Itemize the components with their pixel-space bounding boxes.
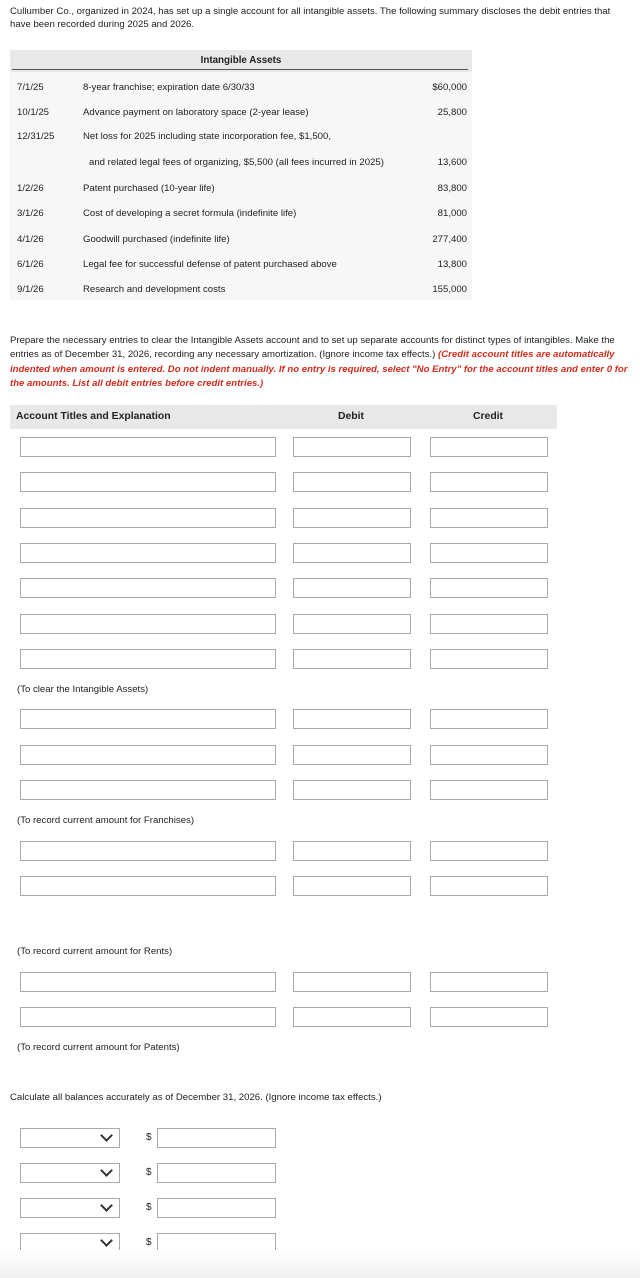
credit-input[interactable]: [430, 780, 548, 800]
debit-input[interactable]: [293, 876, 411, 896]
account-title-input[interactable]: [20, 745, 276, 765]
debit-input[interactable]: [293, 649, 411, 669]
currency-symbol: $: [146, 1132, 152, 1143]
col-header-debit: Debit: [338, 411, 364, 422]
debit-input[interactable]: [293, 1007, 411, 1027]
account-title-input[interactable]: [20, 841, 276, 861]
problem-intro: Cullumber Co., organized in 2024, has set up a single account for all intangible assets. The following summary discloses the debit entries that have been recorded during 2025 and 2026.: [10, 6, 611, 30]
currency-symbol: $: [146, 1167, 152, 1178]
ledger-amount: $60,000: [432, 82, 467, 93]
col-header-credit: Credit: [473, 411, 504, 422]
ledger-amount: 25,800: [437, 107, 467, 118]
col-header-account: Account Titles and Explanation: [16, 411, 171, 422]
debit-input[interactable]: [293, 841, 411, 861]
chevron-down-icon: [100, 1164, 113, 1177]
balance-account-select[interactable]: [20, 1198, 120, 1218]
chevron-down-icon: [100, 1199, 113, 1212]
ledger-amount: 83,800: [437, 183, 467, 194]
credit-input[interactable]: [430, 745, 548, 765]
debit-input[interactable]: [293, 508, 411, 528]
currency-symbol: $: [146, 1202, 152, 1213]
credit-input[interactable]: [430, 649, 548, 669]
ledger-desc: Advance payment on laboratory space (2-year lease): [83, 107, 309, 118]
chevron-down-icon: [100, 1129, 113, 1142]
debit-input[interactable]: [293, 780, 411, 800]
credit-input[interactable]: [430, 578, 548, 598]
currency-symbol: $: [146, 1237, 152, 1248]
account-title-input[interactable]: [20, 649, 276, 669]
ledger-date: 10/1/25: [17, 107, 50, 118]
ledger-date: 1/2/26: [17, 183, 44, 194]
ledger-desc: Goodwill purchased (indefinite life): [83, 234, 230, 245]
ledger-amount: 277,400: [432, 234, 467, 245]
ledger-desc: Net loss for 2025 including state incorporation fee, $1,500,: [83, 131, 331, 142]
ledger-desc: 8-year franchise; expiration date 6/30/33: [83, 82, 255, 93]
bottom-fade: [0, 1250, 640, 1278]
ledger-amount: 13,800: [437, 259, 467, 270]
account-title-input[interactable]: [20, 543, 276, 563]
debit-input[interactable]: [293, 972, 411, 992]
ledger-amount: 81,000: [437, 208, 467, 219]
credit-input[interactable]: [430, 1007, 548, 1027]
balance-account-select[interactable]: [20, 1163, 120, 1183]
account-title-input[interactable]: [20, 437, 276, 457]
ledger-rule: [12, 69, 468, 70]
ledger-amount: 13,600: [437, 157, 467, 168]
entry-note-rents: (To record current amount for Rents): [17, 946, 173, 957]
balance-amount-input[interactable]: [157, 1163, 276, 1183]
account-title-input[interactable]: [20, 614, 276, 634]
ledger-desc: Legal fee for successful defense of patent purchased above: [83, 259, 337, 270]
chevron-down-icon: [100, 1234, 113, 1247]
account-title-input[interactable]: [20, 1007, 276, 1027]
ledger-desc: Cost of developing a secret formula (indefinite life): [83, 208, 297, 219]
account-title-input[interactable]: [20, 876, 276, 896]
credit-input[interactable]: [430, 614, 548, 634]
entry-note-patents: (To record current amount for Patents): [17, 1042, 180, 1053]
credit-input[interactable]: [430, 841, 548, 861]
debit-input[interactable]: [293, 745, 411, 765]
balance-amount-input[interactable]: [157, 1128, 276, 1148]
account-title-input[interactable]: [20, 709, 276, 729]
entry-note-clear: (To clear the Intangible Assets): [17, 684, 149, 695]
credit-input[interactable]: [430, 508, 548, 528]
ledger-desc: Patent purchased (10-year life): [83, 183, 215, 194]
ledger-desc: and related legal fees of organizing, $5,500 (all fees incurred in 2025): [89, 157, 384, 168]
instructions-warning: (Credit account titles are automatically indented when amount is entered. Do not indent manually. If no entry is required, select "No Entry" for the account titles and enter 0 for the amounts. List all debit entries before credit entries.): [10, 349, 628, 390]
credit-input[interactable]: [430, 437, 548, 457]
account-title-input[interactable]: [20, 780, 276, 800]
ledger-date: 3/1/26: [17, 208, 44, 219]
account-title-input[interactable]: [20, 578, 276, 598]
ledger-date: 7/1/25: [17, 82, 44, 93]
account-title-input[interactable]: [20, 508, 276, 528]
debit-input[interactable]: [293, 472, 411, 492]
debit-input[interactable]: [293, 437, 411, 457]
entry-note-franchises: (To record current amount for Franchises): [17, 815, 195, 826]
debit-input[interactable]: [293, 543, 411, 563]
credit-input[interactable]: [430, 543, 548, 563]
account-title-input[interactable]: [20, 472, 276, 492]
debit-input[interactable]: [293, 578, 411, 598]
credit-input[interactable]: [430, 472, 548, 492]
balance-account-select[interactable]: [20, 1128, 120, 1148]
credit-input[interactable]: [430, 972, 548, 992]
ledger-date: 12/31/25: [17, 131, 55, 142]
instructions-text: Prepare the necessary entries to clear the Intangible Assets account and to set up separate accounts for distinct types of intangibles. Make the entries as of December 31, 2026, recording any necessary amortization. (Ignore income tax effects.): [10, 335, 615, 361]
debit-input[interactable]: [293, 709, 411, 729]
ledger-date: 9/1/26: [17, 284, 44, 295]
balances-instruction: Calculate all balances accurately as of December 31, 2026. (Ignore income tax effects.): [10, 1092, 382, 1103]
credit-input[interactable]: [430, 876, 548, 896]
debit-input[interactable]: [293, 614, 411, 634]
balance-amount-input[interactable]: [157, 1198, 276, 1218]
ledger-desc: Research and development costs: [83, 284, 226, 295]
credit-input[interactable]: [430, 709, 548, 729]
ledger-date: 4/1/26: [17, 234, 44, 245]
ledger-title: Intangible Assets: [200, 55, 282, 66]
account-title-input[interactable]: [20, 972, 276, 992]
ledger-amount: 155,000: [432, 284, 467, 295]
instructions: [10, 334, 635, 392]
ledger-date: 6/1/26: [17, 259, 44, 270]
